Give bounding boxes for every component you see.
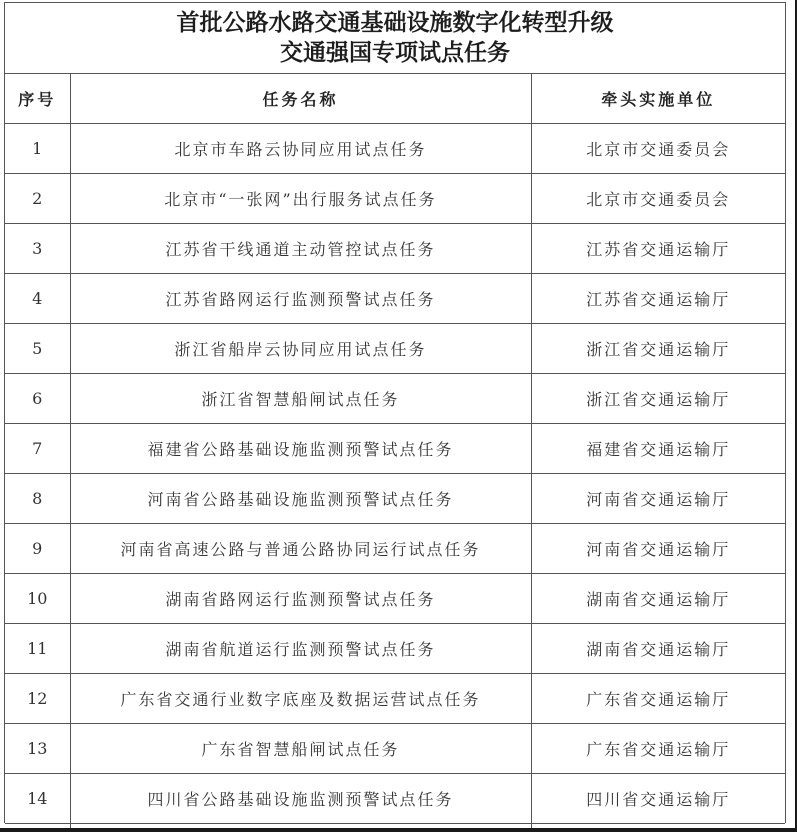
- table-row: [5, 274, 785, 324]
- cutoff-cell: [5, 824, 70, 829]
- column-header-task: 任务名称: [70, 74, 531, 124]
- column-header-unit: 牵头实施单位: [531, 74, 785, 124]
- table-row: [5, 624, 785, 674]
- table-row: [5, 474, 785, 524]
- row-lead-unit: 河南省交通运输厅: [531, 474, 785, 524]
- table-row: [5, 324, 785, 374]
- table-row: [5, 724, 785, 774]
- pilot-task-table: [5, 74, 785, 828]
- row-index: 5: [5, 324, 70, 374]
- row-lead-unit: 北京市交通委员会: [531, 174, 785, 224]
- row-index: 2: [5, 174, 70, 224]
- row-lead-unit: 河南省交通运输厅: [531, 524, 785, 574]
- column-header-index: 序号: [5, 74, 70, 124]
- table-row: [5, 674, 785, 724]
- document-title: [5, 3, 785, 74]
- row-task-name: 福建省公路基础设施监测预警试点任务: [70, 424, 531, 474]
- row-task-name: 湖南省路网运行监测预警试点任务: [70, 574, 531, 624]
- table-row: [5, 524, 785, 574]
- row-index: 7: [5, 424, 70, 474]
- document-sheet: [4, 2, 786, 823]
- table-header-row: [5, 74, 785, 124]
- table-row: [5, 124, 785, 174]
- row-lead-unit: 福建省交通运输厅: [531, 424, 785, 474]
- row-index: 6: [5, 374, 70, 424]
- row-task-name: 河南省公路基础设施监测预警试点任务: [70, 474, 531, 524]
- row-lead-unit: 江苏省交通运输厅: [531, 274, 785, 324]
- title-line-1: 首批公路水路交通基础设施数字化转型升级: [176, 10, 614, 36]
- row-task-name: 广东省智慧船闸试点任务: [70, 724, 531, 774]
- row-index: 13: [5, 724, 70, 774]
- row-index: 3: [5, 224, 70, 274]
- cutoff-cell: [531, 824, 785, 829]
- table-row: [5, 174, 785, 224]
- row-index: 9: [5, 524, 70, 574]
- row-lead-unit: 浙江省交通运输厅: [531, 374, 785, 424]
- row-index: 14: [5, 774, 70, 824]
- row-task-name: 河南省高速公路与普通公路协同运行试点任务: [70, 524, 531, 574]
- row-lead-unit: 湖南省交通运输厅: [531, 574, 785, 624]
- row-task-name: 江苏省干线通道主动管控试点任务: [70, 224, 531, 274]
- row-index: 10: [5, 574, 70, 624]
- row-task-name: 湖南省航道运行监测预警试点任务: [70, 624, 531, 674]
- row-lead-unit: 北京市交通委员会: [531, 124, 785, 174]
- table-row-cutoff: [5, 824, 785, 829]
- row-index: 1: [5, 124, 70, 174]
- row-index: 11: [5, 624, 70, 674]
- cutoff-cell: [70, 824, 531, 829]
- row-task-name: 北京市“一张网”出行服务试点任务: [70, 174, 531, 224]
- row-lead-unit: 江苏省交通运输厅: [531, 224, 785, 274]
- table-row: [5, 374, 785, 424]
- row-task-name: 江苏省路网运行监测预警试点任务: [70, 274, 531, 324]
- row-index: 8: [5, 474, 70, 524]
- table-row: [5, 574, 785, 624]
- table-row: [5, 774, 785, 824]
- table-row: [5, 224, 785, 274]
- row-task-name: 浙江省船岸云协同应用试点任务: [70, 324, 531, 374]
- row-lead-unit: 湖南省交通运输厅: [531, 624, 785, 674]
- row-lead-unit: 四川省交通运输厅: [531, 774, 785, 824]
- row-task-name: 北京市车路云协同应用试点任务: [70, 124, 531, 174]
- row-lead-unit: 广东省交通运输厅: [531, 724, 785, 774]
- row-lead-unit: 广东省交通运输厅: [531, 674, 785, 724]
- row-index: 12: [5, 674, 70, 724]
- row-task-name: 四川省公路基础设施监测预警试点任务: [70, 774, 531, 824]
- title-line-2: 交通强国专项试点任务: [280, 40, 510, 66]
- row-index: 4: [5, 274, 70, 324]
- row-task-name: 浙江省智慧船闸试点任务: [70, 374, 531, 424]
- row-lead-unit: 浙江省交通运输厅: [531, 324, 785, 374]
- row-task-name: 广东省交通行业数字底座及数据运营试点任务: [70, 674, 531, 724]
- table-row: [5, 424, 785, 474]
